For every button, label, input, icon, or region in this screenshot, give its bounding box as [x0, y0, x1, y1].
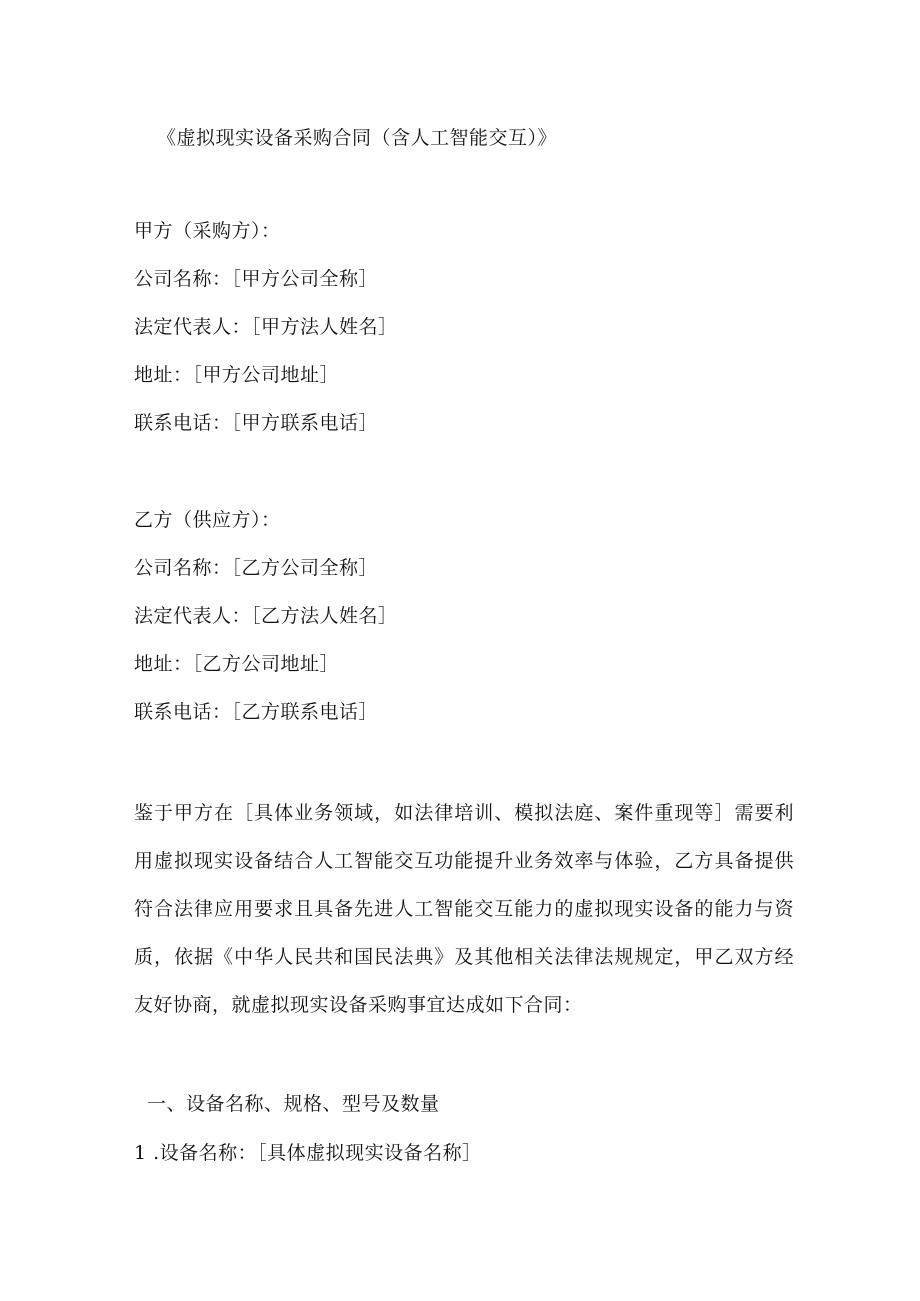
party-a-heading: 甲方（采购方）： — [134, 220, 281, 242]
party-a-phone: 联系电话：［甲方联系电话］ — [134, 412, 379, 434]
party-b-heading: 乙方（供应方）： — [134, 509, 281, 531]
party-a-representative: 法定代表人：［甲方法人姓名］ — [134, 316, 398, 338]
party-b-representative: 法定代表人：［乙方法人姓名］ — [134, 605, 398, 627]
party-b-company: 公司名称：［乙方公司全称］ — [134, 557, 379, 579]
party-b-phone: 联系电话：［乙方联系电话］ — [134, 701, 379, 723]
section-1-heading: 一、设备名称、规格、型号及数量 — [147, 1093, 440, 1115]
party-b-address: 地址：［乙方公司地址］ — [134, 653, 340, 675]
document-title: 《虚拟现实设备采购合同（含人工智能交互）》 — [157, 127, 558, 149]
section-1-item-1: 1 .设备名称：［具体虚拟现实设备名称］ — [134, 1142, 482, 1164]
party-a-company: 公司名称：［甲方公司全称］ — [134, 268, 379, 290]
preamble-paragraph: 鉴于甲方在［具体业务领域，如法律培训、模拟法庭、案件重现等］需要利用虚拟现实设备结合人工智能交互功能提升业务效率与体验，乙方具备提供符合法律应用要求且具备先进人工智能交互能力的虚拟现实设备的能力与资质，依据《中华人民共和国民法典》及其他相关法律法规规定，甲乙双方经友好协商，就虚拟现实设备采购事宜达成如下合同： — [134, 802, 794, 1016]
party-a-address: 地址：［甲方公司地址］ — [134, 364, 340, 386]
